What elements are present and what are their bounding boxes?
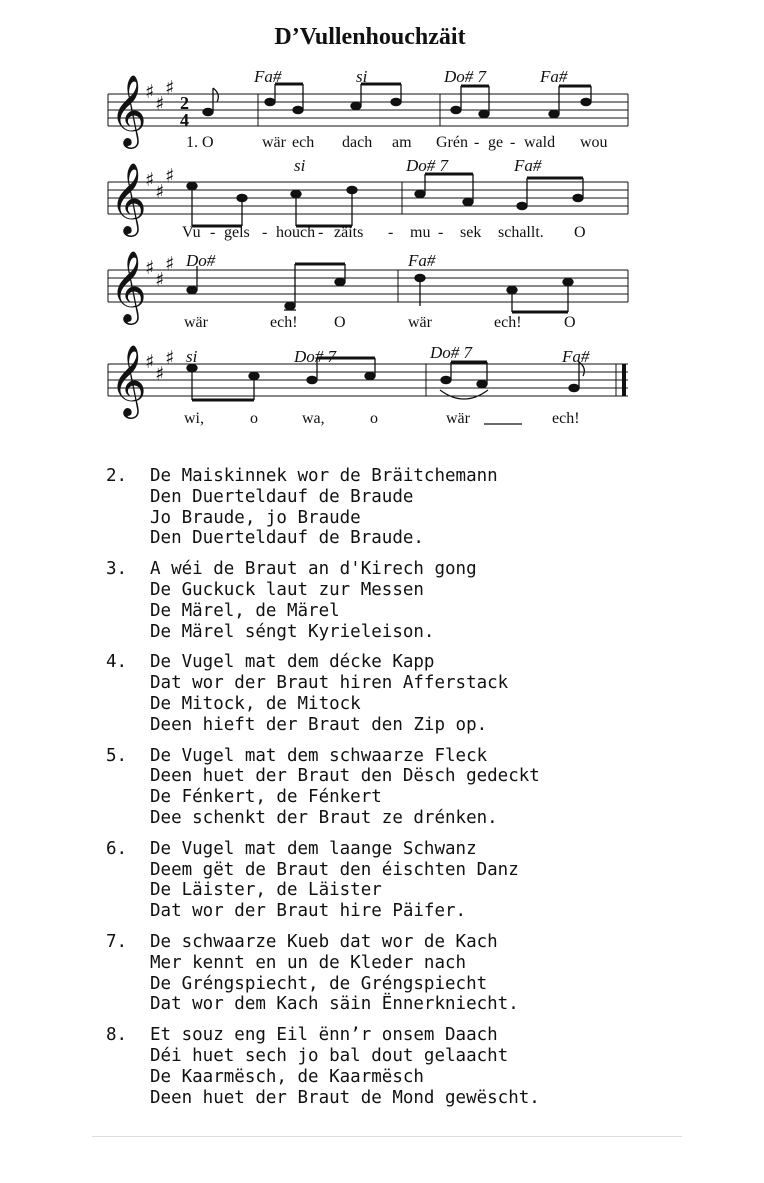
verse-line: Dat wor der Braut hire Päifer.: [150, 901, 467, 922]
lyric-syllable: wär: [446, 410, 470, 427]
chord-label: si: [356, 67, 368, 86]
lyric-syllable: Grén: [436, 134, 468, 151]
lyric-syllable: -: [474, 134, 480, 151]
lyric-syllable: wi,: [184, 410, 204, 427]
verse-number: 2.: [106, 466, 128, 486]
verse-line: De Vugel mat dem décke Kapp: [150, 652, 435, 673]
verse: [106, 652, 726, 735]
treble-clef-icon: 𝄞: [110, 73, 147, 146]
staff-lines: [108, 182, 628, 214]
lyric-syllable: -: [388, 224, 394, 241]
lyric-syllable: am: [392, 134, 412, 151]
time-signature-bottom: 4: [180, 110, 189, 130]
lyric-syllable: 1. O: [186, 134, 214, 151]
lyric-syllable: O: [574, 224, 586, 241]
chord-label: Do# 7: [444, 67, 487, 86]
verse-line: De Maiskinnek wor de Bräitchemann: [150, 466, 498, 486]
verse-line: Déi huet sech jo bal dout gelaacht: [150, 1045, 509, 1066]
lyric-syllable: sek: [460, 224, 482, 241]
verse-line: De Gréngspiecht, de Gréngspiecht: [150, 973, 488, 994]
verses: [106, 466, 726, 1118]
chord-label: si: [294, 156, 306, 175]
staff-lines: [108, 270, 628, 302]
sharp-icon: ♯: [145, 351, 155, 373]
page-edge-line: [92, 1136, 682, 1137]
treble-clef-icon: 𝄞: [110, 343, 147, 416]
verse-number: 5.: [106, 745, 128, 766]
lyric-syllable: wär: [262, 134, 286, 151]
verse-number: 3.: [106, 559, 128, 580]
chord-label: Fa#: [562, 347, 590, 366]
chord-label: Do# 7: [294, 347, 337, 366]
verse-line: Dee schenkt der Braut ze drénken.: [150, 807, 498, 828]
lyric-syllable: ech!: [494, 314, 522, 331]
lyric-syllable: mu: [410, 224, 431, 241]
lyric-syllable: schallt.: [498, 224, 544, 241]
lyric-syllable: o: [250, 410, 258, 427]
lyric-syllable: Vu: [182, 224, 201, 241]
lyric-syllable: wär: [408, 314, 432, 331]
sharp-icon: ♯: [165, 77, 175, 99]
chord-label: Fa#: [254, 67, 282, 86]
lyric-syllable: -: [510, 134, 516, 151]
verse-line: Den Duerteldauf de Braude: [150, 486, 414, 507]
lyric-syllable: O: [334, 314, 346, 331]
sharp-icon: ♯: [155, 93, 165, 115]
verse: [106, 559, 726, 642]
verse-line: Deen hieft der Braut den Zip op.: [150, 714, 488, 735]
verse-line: A wéi de Braut an d'Kirech gong: [150, 559, 477, 580]
lyric-syllable: zäits: [334, 224, 364, 241]
staff-system-4: [108, 343, 628, 427]
sharp-icon: ♯: [165, 347, 175, 369]
verse-line: De Vugel mat dem schwaarze Fleck: [150, 745, 488, 766]
chord-label: si: [186, 347, 198, 366]
verse-line: De Vugel mat dem laange Schwanz: [150, 838, 477, 859]
chord-label: Do# 7: [430, 343, 473, 362]
sharp-icon: ♯: [155, 363, 165, 385]
lyric-syllable: -: [438, 224, 444, 241]
chord-label: Do#: [186, 251, 216, 270]
staff-system-2: [108, 156, 628, 241]
lyric-syllable: wald: [524, 134, 556, 151]
lyric-syllable: -: [210, 224, 216, 241]
verse-line: Den Duerteldauf de Braude.: [150, 528, 424, 549]
lyric-syllable: wa,: [302, 410, 325, 427]
verse-number: 6.: [106, 838, 128, 859]
verse-line: De schwaarze Kueb dat wor de Kach: [150, 931, 498, 952]
verse-line: Et souz eng Eil ënn’r onsem Daach: [150, 1025, 498, 1046]
verse-line: Deen huet der Braut den Dësch gedeckt: [150, 766, 540, 787]
treble-clef-icon: 𝄞: [110, 161, 147, 234]
lyric-syllable: ech!: [552, 410, 580, 427]
verse-line: De Kaarmësch, de Kaarmësch: [150, 1066, 424, 1087]
verse-line: Deen huet der Braut de Mond gewëscht.: [150, 1087, 540, 1108]
lyric-syllable: wou: [580, 134, 608, 151]
verse-line: Mer kennt en un de Kleder nach: [150, 952, 467, 973]
chord-label: Do# 7: [406, 156, 449, 175]
verse-line: De Märel séngt Kyrieleison.: [150, 621, 435, 642]
lyric-syllable: ge: [488, 134, 504, 151]
time-signature-top: 2: [180, 93, 189, 113]
treble-clef-icon: 𝄞: [110, 249, 147, 322]
verse-line: Jo Braude, jo Braude: [150, 507, 361, 528]
lyric-syllable: -: [318, 224, 324, 241]
verse: [106, 746, 726, 829]
verse-line: De Fénkert, de Fénkert: [150, 787, 382, 808]
sharp-icon: ♯: [145, 169, 155, 191]
sharp-icon: ♯: [165, 165, 175, 187]
lyric-syllable: ech: [292, 134, 315, 151]
verse: [106, 839, 726, 922]
lyric-syllable: dach: [342, 134, 373, 151]
sharp-icon: ♯: [145, 257, 155, 279]
chord-label: Fa#: [408, 251, 436, 270]
lyric-syllable: gels: [224, 224, 250, 241]
lyric-syllable: wär: [184, 314, 208, 331]
verse-number: 7.: [106, 931, 128, 952]
chord-label: Fa#: [540, 67, 568, 86]
verse-number: 4.: [106, 652, 128, 673]
verse-line: De Guckuck laut zur Messen: [150, 579, 424, 600]
song-title: D’Vullenhouchzäit: [274, 24, 466, 50]
sheet-music: [0, 0, 764, 450]
lyric-syllable: houch: [276, 224, 316, 241]
verse-line: De Märel, de Märel: [150, 600, 340, 621]
staff-system-3: [108, 249, 628, 331]
notes: [203, 84, 591, 118]
verse-number: 8.: [106, 1025, 128, 1046]
verse: [106, 1025, 726, 1108]
lyric-syllable: O: [564, 314, 576, 331]
verse: [106, 466, 726, 549]
verse: [106, 932, 726, 1015]
lyric-syllable: -: [262, 224, 268, 241]
staff-lines: [108, 364, 628, 396]
staff-system-1: [108, 67, 628, 151]
verse-line: Deem gët de Braut den éischten Danz: [150, 859, 519, 880]
lyric-syllable: o: [370, 410, 378, 427]
sharp-icon: ♯: [165, 253, 175, 275]
verse-line: De Mitock, de Mitock: [150, 693, 361, 714]
sharp-icon: ♯: [145, 81, 155, 103]
sharp-icon: ♯: [155, 181, 165, 203]
verse-line: Dat wor dem Kach säin Ënnerkniecht.: [150, 994, 519, 1015]
verse-line: De Läister, de Läister: [150, 880, 382, 901]
lyric-syllable: ech!: [270, 314, 298, 331]
notes: [187, 264, 573, 312]
chord-label: Fa#: [514, 156, 542, 175]
verse-line: Dat wor der Braut hiren Afferstack: [150, 673, 509, 694]
sharp-icon: ♯: [155, 269, 165, 291]
